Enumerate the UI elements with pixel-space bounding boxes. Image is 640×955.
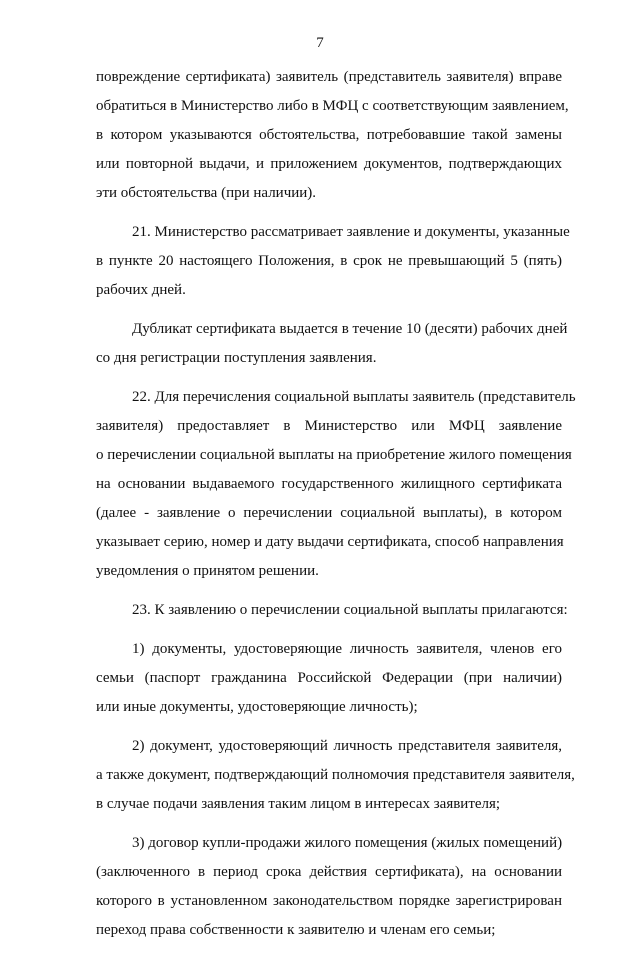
list-item-3 <box>96 829 562 945</box>
text-line: которого в установленном законодательством порядке зарегистрирован <box>96 893 562 909</box>
text-line: (далее - заявление о перечислении социальной выплаты), в котором <box>96 505 562 521</box>
text-line: или иные документы, удостоверяющие личность); <box>96 699 418 715</box>
text-line: Дубликат сертификата выдается в течение 10 (десяти) рабочих дней <box>132 321 568 337</box>
text-line: в котором указываются обстоятельства, потребовавшие такой замены <box>96 127 562 143</box>
text-line: а также документ, подтверждающий полномочия представителя заявителя, <box>96 767 575 783</box>
text-line: в случае подачи заявления таким лицом в интересах заявителя; <box>96 796 501 812</box>
text-line: на основании выдаваемого государственного жилищного сертификата <box>96 476 562 492</box>
text-line: 3) договор купли-продажи жилого помещения (жилых помещений) <box>132 835 563 851</box>
paragraph-certificate-replacement <box>96 63 569 208</box>
text-line: заявителя) предоставляет в Министерство или МФЦ заявление <box>96 418 562 434</box>
text-line: обратиться в Министерство либо в МФЦ с соответствующим заявлением, <box>96 98 569 114</box>
paragraph-duplicate-issue <box>96 315 568 373</box>
text-line: эти обстоятельства (при наличии). <box>96 185 317 201</box>
paragraph-item-21 <box>96 218 570 305</box>
text-line: 22. Для перечисления социальной выплаты заявитель (представитель <box>132 389 576 405</box>
text-line: указывает серию, номер и дату выдачи сертификата, способ направления <box>96 534 564 550</box>
paragraph-item-22 <box>96 383 576 586</box>
page-number: 7 <box>316 35 324 51</box>
text-line: переход права собственности к заявителю и членам его семьи; <box>96 922 496 938</box>
text-line: повреждение сертификата) заявитель (представитель заявителя) вправе <box>96 69 562 85</box>
paragraph-item-23 <box>96 596 568 625</box>
text-line: 21. Министерство рассматривает заявление и документы, указанные <box>132 224 570 240</box>
text-line: о перечислении социальной выплаты на приобретение жилого помещения <box>96 447 572 463</box>
document-body <box>96 63 576 955</box>
text-line: 2) документ, удостоверяющий личность представителя заявителя, <box>132 738 562 754</box>
text-line: или повторной выдачи, и приложением документов, подтверждающих <box>96 156 562 172</box>
list-item-1 <box>96 635 562 722</box>
text-line: (заключенного в период срока действия сертификата), на основании <box>96 864 562 880</box>
text-line: рабочих дней. <box>96 282 186 298</box>
text-line: 23. К заявлению о перечислении социальной выплаты прилагаются: <box>132 602 568 618</box>
text-line: со дня регистрации поступления заявления. <box>96 350 377 366</box>
text-line: уведомления о принятом решении. <box>96 563 319 579</box>
text-line: семьи (паспорт гражданина Российской Федерации (при наличии) <box>96 670 562 686</box>
text-line: в пункте 20 настоящего Положения, в срок не превышающий 5 (пять) <box>96 253 562 269</box>
list-item-2 <box>96 732 575 819</box>
text-line: 1) документы, удостоверяющие личность заявителя, членов его <box>132 641 562 657</box>
